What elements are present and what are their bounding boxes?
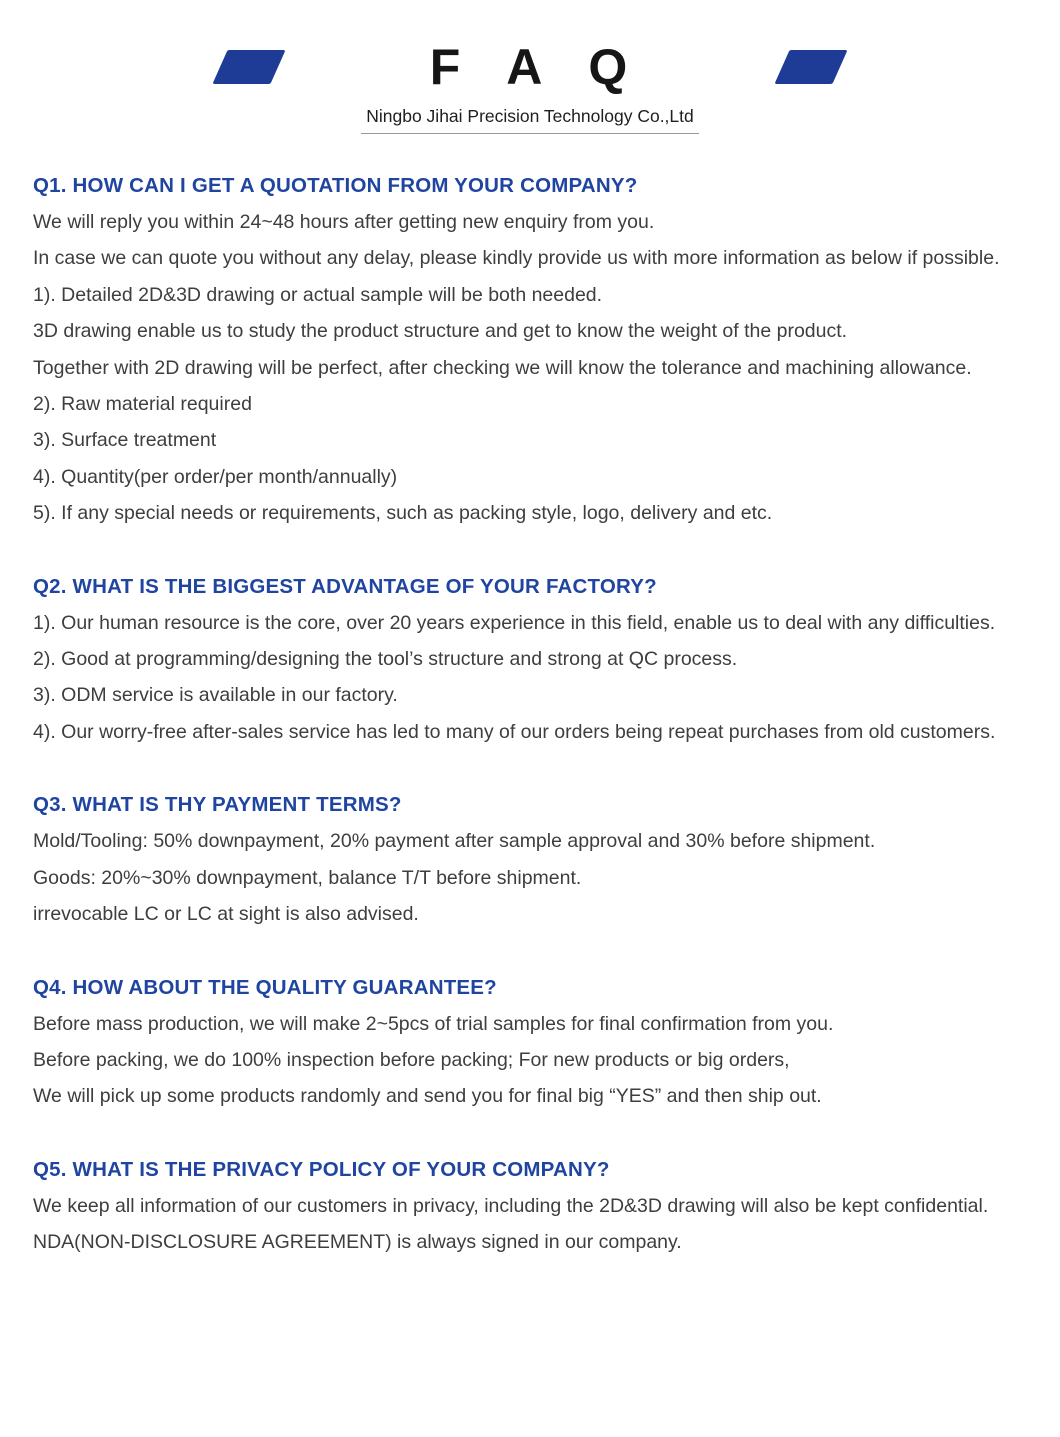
answer-line: Together with 2D drawing will be perfect, after checking we will know the tolerance and machining allowance. [33,356,972,379]
answer-line: We will reply you within 24~48 hours after getting new enquiry from you. [33,211,655,233]
answer-line: In case we can quote you without any delay, please kindly provide us with more information as below if possible. [33,247,1000,270]
right-banner-shape [775,50,848,84]
answer-line: 1). Our human resource is the core, over 20 years experience in this field, enable us to deal with any difficulties. [33,611,996,634]
company-name: Ningbo Jihai Precision Technology Co.,Ltd [361,106,699,134]
answer-line: 2). Raw material required [33,393,252,416]
answer-line: 4). Quantity(per order/per month/annually) [33,465,398,488]
faq-header [33,36,1027,134]
answer-line: Goods: 20%~30% downpayment, balance T/T before shipment. [33,866,582,889]
answer-line: 3D drawing enable us to study the product structure and get to know the weight of the product. [33,320,848,343]
faq-content [33,168,1027,1261]
answer-line: 3). Surface treatment [33,429,217,452]
answer-line: 3). ODM service is available in our factory. [33,684,398,707]
question-heading-q3: Q3. WHAT IS THY PAYMENT TERMS? [33,793,402,817]
answer-line: We will pick up some products randomly and send you for final big “YES” and then ship out. [33,1085,822,1108]
faq-section-q5 [33,1152,1027,1261]
answer-line: 4). Our worry-free after-sales service has led to many of our orders being repeat purchases from old customers. [33,720,996,743]
faq-section-q3 [33,787,1027,932]
answer-line: Before packing, we do 100% inspection before packing; For new products or big orders, [33,1048,790,1071]
answer-line: 1). Detailed 2D&3D drawing or actual sample will be both needed. [33,283,603,306]
answer-line: 5). If any special needs or requirements, such as packing style, logo, delivery and etc. [33,502,773,525]
question-heading-q2: Q2. WHAT IS THE BIGGEST ADVANTAGE OF YOUR FACTORY? [33,574,657,598]
faq-section-q4 [33,970,1027,1115]
answer-line: irrevocable LC or LC at sight is also advised. [33,903,419,926]
faq-section-q2 [33,569,1027,751]
answer-line: Before mass production, we will make 2~5pcs of trial samples for final confirmation from you. [33,1012,834,1035]
question-heading-q5: Q5. WHAT IS THE PRIVACY POLICY OF YOUR COMPANY? [33,1157,610,1181]
question-heading-q1: Q1. HOW CAN I GET A QUOTATION FROM YOUR COMPANY? [33,174,638,197]
subtitle-row [33,106,1027,134]
left-banner-shape [212,50,285,84]
answer-line: We keep all information of our customers in privacy, including the 2D&3D drawing will also be kept confidential. NDA(NON-DISCLOSURE AGREEMENT) is always signed in our company. [33,1194,989,1254]
answer-line: 2). Good at programming/designing the tool’s structure and strong at QC process. [33,648,738,671]
question-heading-q4: Q4. HOW ABOUT THE QUALITY GUARANTEE? [33,975,497,999]
faq-section-q1 [33,168,1027,532]
title-row [33,36,1027,98]
answer-line: Mold/Tooling: 50% downpayment, 20% payment after sample approval and 30% before shipment. [33,830,876,853]
page-title: F A Q [429,39,645,95]
